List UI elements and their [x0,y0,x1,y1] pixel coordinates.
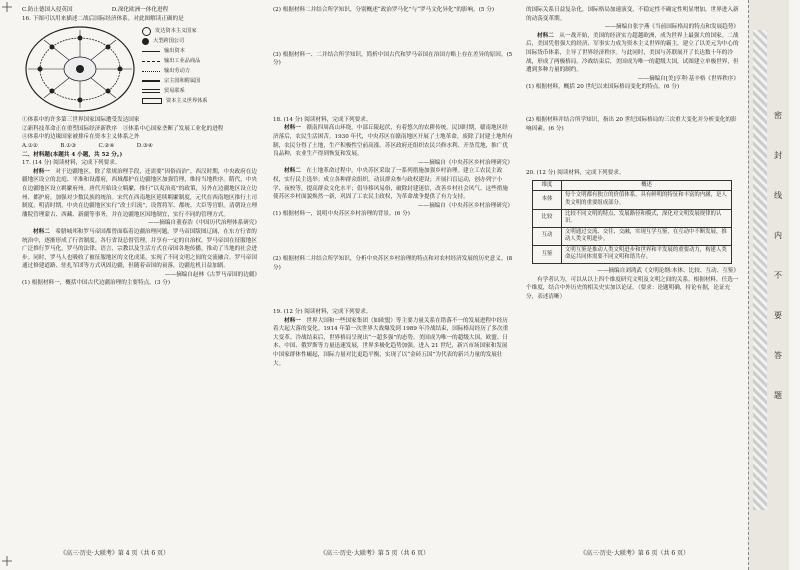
material-2 [273,167,513,201]
crop-mark-icon [2,556,12,566]
page-footer: 《高三·历史·大联考》第 5 页（共 6 页） [320,550,430,557]
material-text: 赣南四周高山环绕，中部丘陵起伏，有着悠久的农耕传统。民国时期，赣南地区经济落后，农民生活困苦。1930 年代，中央苏区在赣南地区开展了土地革命，废除了封建土地所有制，农民分得了土地，生产积极性空前高涨。苏区政府还组织农民兴修水利、开垦荒地，推广优良品种，农业生产得到恢复和发展。 [273,125,513,158]
table-cell-summary: 文明通过交流、交往、交融，实现互学互鉴，在互动中不断发展，推动人类文明进步。 [562,227,732,245]
q16-choices: A.①② B.①③ C.②④ D.③④ [22,142,153,149]
legend-item: 宗主国和附属国 [142,76,262,86]
q16-option-line: ②新科技革命正在重塑国际经济新秩序 ③体系中心国家垄断了发展工业化的进程 [22,125,224,132]
question-17: 17. (14 分) 阅读材料，完成下列要求。 [22,160,121,167]
sub-question: (3) 根据材料一、二并结合所学知识，简析中国古代和罗马帝国在治国方略上存在差异的原因。(5 分) [273,51,513,67]
material-source: ——摘编自刘鸿武《文明论纲:本体、比较、互动、互鉴》 [597,268,739,275]
table-cell-dimension: 比较 [533,209,562,227]
material-1 [273,317,513,369]
seal-char: 不 [774,271,782,280]
table-row [533,191,732,209]
seal-char: 题 [774,391,782,400]
material-text: 在土地革命过程中，中央苏区采取了一系列措施加强乡村治理。建立工农民主政权，实行民主选举；成立各种群众组织，动员群众参与政权建设；开展扫盲运动，创办列宁小学、夜校等，提高群众文化水平；倡导移风易俗，破除封建迷信，改善乡村社会风气。这些措施使苏区乡村面貌焕然一新，巩固了工农民主政权，为革命战争提供了有力支持。 [273,168,508,201]
material-source: ——摘编自[美]亨利·基辛格《世界秩序》 [637,75,739,82]
material-1 [22,168,260,220]
material-text: 从一战开始，美国的经济实力超越欧洲，成为世界上最强大的国家。二战后，美国凭借强大的经济、军事实力成为资本主义世界的霸主，建立了以美元为中心的国际货币体系，主导了世界经济秩序。与此同时，美国与苏联展开了长达数十年的冷战，形成了两极格局。冷战结束后，美国成为唯一的超级大国，试图建立单极世界，但遭到多种力量的制约。 [526,32,739,74]
legend-swatch [142,61,160,62]
material-2 [22,228,260,271]
question-20-task: 有学者认为，可以从以上四个维度研究文明及文明之间的关系。根据材料，任选一个维度，结合中外历史的相关史实加以论证。（要求：论题明确，持论有据，论证充分，表述清晰） [526,276,739,300]
seal-line-margin [748,0,789,570]
table-cell-dimension: 互动 [533,227,562,245]
table-cell-dimension: 互鉴 [533,245,562,263]
table-cell-summary: 比较不同文明的特点、发展路径和模式，深化对文明发展规律的认识。 [562,209,732,227]
sub-question: (2) 根据材料二并结合所学知识，分析中央苏区乡村治理的特点和对农村经济发展的历史意义。(8 分) [273,255,513,271]
material-label: 材料一 [284,125,301,132]
options-line: C.防止德国入侵英国 D.深化欧洲一体化进程 [22,7,169,13]
legend-item: 输出资本 [142,46,262,56]
table-cell-summary: 每个文明都有独立的价值体系，具有鲜明的特征和丰富的内涵，是人类文明的重要组成部分。 [562,191,732,209]
table-header-cell: 维度 [533,180,562,191]
column-1 [22,6,260,288]
material-source: ——摘编自《中央苏区乡村治理研究》 [417,159,513,166]
question-20: 20. (12 分) 阅读材料，完成下列要求。 [526,170,625,177]
legend-item: 资本主义世界体系 [142,96,262,106]
sub-question: (2) 根据材料并结合所学知识，指出 20 世纪国际格局的三次重大变化并分析变化的影响因素。(6 分) [526,116,737,132]
material-label: 材料二 [33,228,50,235]
seal-char: 答 [774,351,782,360]
legend-item: 贸易联系 [142,86,262,96]
seal-char: 线 [774,191,782,200]
material-text: 希腊城邦和罗马帝国都曾面临着边疆治理问题。罗马帝国版图辽阔，在东方行省的统治中，逐渐形成了行省制度。各行省设总督管理，并享有一定的自治权。罗马帝国在征服地区广泛推行罗马化，罗马的法律、语言、宗教以及生活方式在帝国各地传播，推动了当地的社会进步。同时，罗马人也吸收了被征服地区的文化成果，实现了不同文明之间的交流融合。罗马帝国通过修建道路、驻扎军团等方式巩固边疆，但随着帝国的衰落，边疆危机日益加剧。 [22,228,257,270]
table-cell-dimension: 本体 [533,191,562,209]
material-1 [273,124,513,158]
legend-item: 大型跨国公司 [142,36,262,46]
crop-mark-icon [2,2,12,12]
sub-question: (1) 根据材料，概括 20 世纪以来国际格局变化的特点。(6 分) [526,84,680,91]
section-heading: 二、材料题(本题共 4 小题，共 52 分。) [22,151,123,158]
material-source: ——摘编自赵林《古罗马帝国的边疆》 [164,271,260,278]
legend-swatch [142,38,149,45]
sub-question: (1) 根据材料一，概括中国古代边疆治理的主要特点。(3 分) [22,280,171,287]
table-row [533,227,732,245]
material-label: 材料二 [537,32,554,39]
page-footer: 《高三·历史·大联考》第 4 页（共 6 页） [60,550,170,557]
material-source: ——摘编自张宇燕《当前国际格局的特点和发展趋势》 [604,24,739,31]
legend-item: 输出工业品商品 [142,56,262,66]
diagram-legend [142,26,262,106]
material-label: 材料一 [33,168,50,175]
material-label: 材料一 [284,317,301,324]
economic-system-diagram [22,24,260,114]
table-header-cell: 概述 [562,180,732,191]
page-footer: 《高三·历史·大联考》第 6 页（共 6 页） [580,550,690,557]
column-3 [526,6,739,301]
civilization-table [532,180,732,264]
legend-swatch [142,89,160,93]
material-label: 材料二 [284,168,301,175]
sub-question: (1) 根据材料一，说明中央苏区乡村治理的背景。(6 分) [273,211,410,218]
question-16: 16. 下图可以用来描述二战后国际经济体系。对此图解读正确的是 [22,15,184,22]
cycle-diagram-graphic [22,24,140,114]
table-header-row [533,180,732,191]
legend-swatch [142,51,160,52]
sub-question: (2) 根据材料二并结合所学知识，分别概述“政治罗马化”与“罗马文化异化”的影响。(5 分) [273,7,495,13]
question-19: 19. (12 分) 阅读材料，完成下列要求。 [273,309,372,316]
material-source: ——摘编自董春浩《中国历代治理体系研究》 [148,220,260,227]
material-source: ——摘编自《中央苏区乡村治理研究》 [417,202,513,209]
legend-swatch [142,27,151,36]
seal-char: 内 [774,231,782,240]
material-text: 世界大国和一些国家集团（如欧盟）等主要力量关系在错落不一的发展进程中经历着大起大落的变化。1914 年第一次世界大战爆发到 1989 年冷战结束，国际格局经历了多次重大变革。冷战结束后，世界格局呈现出“一超多强”的态势，美国成为唯一的超级大国，欧盟、日本、中国、俄罗斯等力量迅速发展，世界多极化趋势加强。进入 21 世纪，新兴市场国家和发展中国家群体性崛起，国际力量对比更趋平衡，实现了以“金砖五国”为代表的新兴力量的发展壮大。 [273,317,509,367]
hatched-stripe [753,30,767,510]
table-row [533,209,732,227]
table-row [533,245,732,263]
legend-swatch [142,71,160,72]
table-cell-summary: 文明互鉴是推动人类文明进步和世界和平发展的重要动力，构建人类命运共同体需要不同文明和谐共存。 [562,245,732,263]
material-text: 对于边疆地区，除了常规治理手段，还需要“因俗而治”。西汉时期，中央政府在边疆地区设立的北庭、平准和设郡府，西域都护在边疆地区加强管理，维持当地秩序。隋代，中央在边疆地区设立羁縻府州。唐代开始设立羁縻，推行“以夷治夷”的政策，另外在边疆地区设立边州、都护府，加强对少数民族的统治。宋代在西南地区延续羁縻制度，元代在西南地区推行土司制度。明清时期，中央在边疆地区实行“改土归流”，设置将军、都统、大臣等官职。清朝设立理藩院管理蒙古、西藏、新疆等事务，并在边疆地区因地制宜，实行不同的管理方式。 [22,168,258,218]
material-2 [526,32,739,75]
seal-char: 封 [774,151,782,160]
seal-char: 要 [774,311,782,320]
material-continuation: 的国际关系日益复杂化，国际格局加速演变，不稳定性不确定性明显增加，世界进入新的动荡变革期。 [526,7,739,22]
seal-char: 密 [774,111,782,120]
legend-item: 输出劳动力 [142,66,262,76]
q16-option-line: ①体系中的许多第三世界国家国际遭受发达国家 [22,117,140,124]
question-18: 18. (14 分) 阅读材料，完成下列要求。 [273,116,372,123]
column-2 [273,6,513,368]
q16-option-line: ④体系中的边缘国家被排斥在资本主义体系之外 [22,134,140,141]
legend-swatch [142,80,160,82]
legend-item: 发达资本主义国家 [142,26,262,36]
legend-swatch [142,98,162,104]
